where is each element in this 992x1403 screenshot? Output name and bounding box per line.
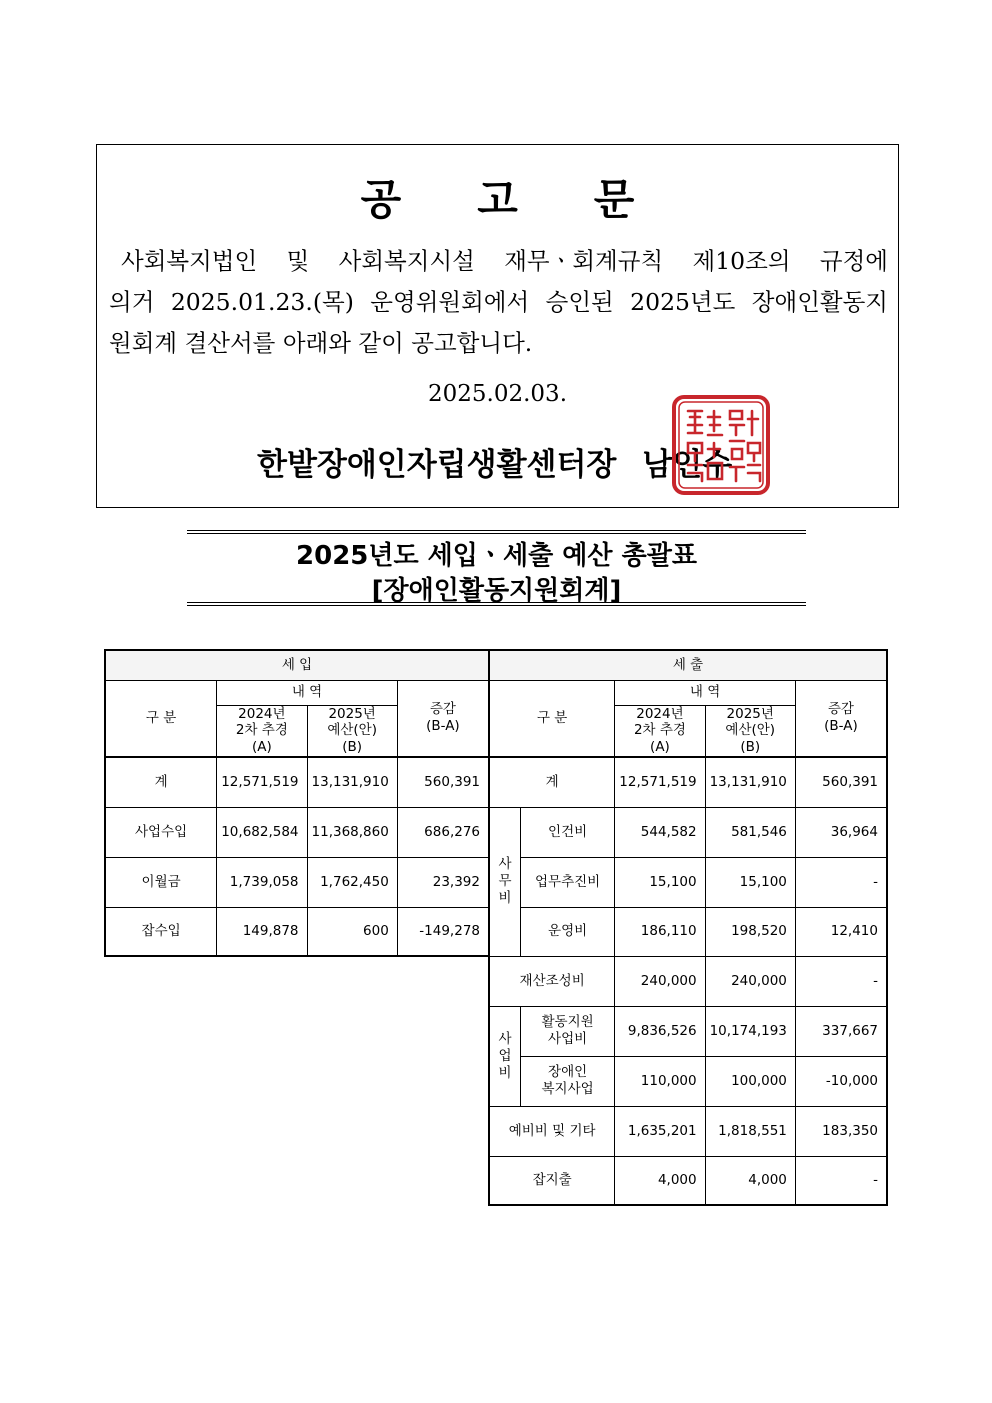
expense-misc-name: 잡지출	[489, 1156, 615, 1205]
expense-row-b: 581,546	[705, 807, 795, 857]
heading-rule	[187, 605, 806, 606]
expense-total-a: 12,571,519	[615, 757, 705, 807]
notice-body-line: 사회복지법인 및 사회복지시설 재무ㆍ회계규칙 제10조의 규정에	[121, 247, 888, 275]
revenue-row-b: 1,762,450	[307, 857, 397, 907]
revenue-row-diff: 560,391	[397, 757, 488, 807]
expense-row-a: 15,100	[615, 857, 705, 907]
revenue-col-detail: 내 역	[217, 680, 398, 705]
official-seal-icon	[670, 393, 772, 497]
expense-reserve-name: 예비비 및 기타	[489, 1106, 615, 1156]
expense-row-name	[520, 1006, 614, 1056]
table-row	[105, 907, 489, 956]
notice-name: 남인수	[642, 447, 733, 483]
notice-org: 한밭장애인자립생활센터장	[257, 447, 617, 483]
expense-group-office	[489, 807, 520, 956]
notice-body	[109, 241, 888, 364]
expense-misc-a: 4,000	[615, 1156, 705, 1205]
expense-total-b: 13,131,910	[705, 757, 795, 807]
heading-rule	[187, 602, 806, 603]
expense-col-b-line: (B)	[740, 739, 761, 756]
revenue-row-diff: 23,392	[397, 857, 488, 907]
expense-row-b: 10,174,193	[705, 1006, 795, 1056]
table-row	[489, 1156, 887, 1205]
expense-row-a: 9,836,526	[615, 1006, 705, 1056]
table-row	[489, 907, 887, 956]
expense-col-diff-line: (B-A)	[824, 718, 858, 735]
expense-asset-name: 재산조성비	[489, 956, 615, 1006]
expense-row-b: 15,100	[705, 857, 795, 907]
table-row	[489, 1106, 887, 1156]
expense-col-a-line: 2차 추경	[633, 722, 686, 739]
revenue-row-a: 149,878	[217, 907, 307, 956]
revenue-row-b: 11,368,860	[307, 807, 397, 857]
revenue-row-b: 13,131,910	[307, 757, 397, 807]
expense-row-diff: 12,410	[795, 907, 887, 956]
expense-header: 세 출	[489, 650, 887, 680]
revenue-col-a	[217, 705, 307, 757]
expense-col-category: 구 분	[489, 680, 615, 757]
expense-col-a	[615, 705, 705, 757]
expense-reserve-a: 1,635,201	[615, 1106, 705, 1156]
revenue-row-a: 10,682,584	[217, 807, 307, 857]
expense-row-diff: 36,964	[795, 807, 887, 857]
table-row	[489, 1056, 887, 1106]
expense-col-diff-line: 증감	[827, 701, 854, 718]
notice-title-char: 문	[593, 175, 635, 224]
table-row	[105, 807, 489, 857]
expense-row-name-line: 활동지원	[541, 1014, 594, 1031]
expense-misc-diff: -	[795, 1156, 887, 1205]
revenue-row-diff: 686,276	[397, 807, 488, 857]
revenue-col-diff-line: (B-A)	[426, 718, 460, 735]
revenue-col-diff	[397, 680, 488, 757]
revenue-row-a: 12,571,519	[217, 757, 307, 807]
expense-row-name-line: 복지사업	[541, 1081, 594, 1098]
revenue-row-name: 사업수입	[105, 807, 217, 857]
table-row	[489, 956, 887, 1006]
expense-row-diff: -	[795, 857, 887, 907]
expense-col-a-line: (A)	[650, 739, 670, 756]
revenue-row-name: 이월금	[105, 857, 217, 907]
expense-row-a: 110,000	[615, 1056, 705, 1106]
heading-rule	[187, 530, 806, 531]
revenue-col-b	[307, 705, 397, 757]
expense-asset-b: 240,000	[705, 956, 795, 1006]
expense-row-name: 운영비	[520, 907, 614, 956]
expense-row-name: 업무추진비	[520, 857, 614, 907]
revenue-row-name: 잡수입	[105, 907, 217, 956]
revenue-header: 세 입	[105, 650, 489, 680]
expense-col-b-line: 2025년	[726, 705, 774, 722]
revenue-row-name: 계	[105, 757, 217, 807]
revenue-col-b-line: 예산(안)	[327, 722, 377, 739]
expense-reserve-diff: 183,350	[795, 1106, 887, 1156]
expense-group-char: 무	[498, 873, 512, 890]
expense-row-name	[520, 1056, 614, 1106]
expense-row-name-line: 장애인	[548, 1064, 588, 1081]
expense-row-a: 186,110	[615, 907, 705, 956]
budget-subtitle: [장애인활동지원회계]	[371, 576, 622, 606]
table-row	[489, 807, 887, 857]
expense-row-b: 198,520	[705, 907, 795, 956]
revenue-col-b-line: (B)	[342, 739, 363, 756]
budget-title: 2025년도 세입ㆍ세출 예산 총괄표	[296, 541, 697, 571]
expense-row-name-line: 사업비	[548, 1031, 588, 1048]
table-row	[489, 857, 887, 907]
table-row	[105, 857, 489, 907]
expense-row-b: 100,000	[705, 1056, 795, 1106]
expense-group-char: 업	[498, 1047, 512, 1064]
table-row	[489, 757, 887, 807]
expense-col-a-line: 2024년	[636, 705, 684, 722]
revenue-row-b: 600	[307, 907, 397, 956]
notice-signature	[257, 439, 732, 484]
table-row	[105, 757, 489, 807]
expense-misc-b: 4,000	[705, 1156, 795, 1205]
expense-group-char: 사	[498, 1030, 512, 1047]
revenue-col-category: 구 분	[105, 680, 217, 757]
expense-row-name: 인건비	[520, 807, 614, 857]
expense-group-char: 비	[498, 890, 512, 907]
revenue-col-diff-line: 증감	[429, 701, 456, 718]
expense-col-diff	[795, 680, 887, 757]
expense-table	[488, 649, 888, 1206]
expense-row-diff: -10,000	[795, 1056, 887, 1106]
notice-body-line: 원회계 결산서를 아래와 같이 공고합니다.	[109, 329, 533, 357]
expense-col-b	[705, 705, 795, 757]
expense-col-b-line: 예산(안)	[725, 722, 776, 739]
notice-body-line: 의거 2025.01.23.(목) 운영위원회에서 승인된 2025년도 장애인활동지	[109, 288, 888, 316]
table-row	[489, 1006, 887, 1056]
expense-total-diff: 560,391	[795, 757, 887, 807]
expense-asset-a: 240,000	[615, 956, 705, 1006]
expense-group-project	[489, 1006, 520, 1106]
notice-title	[97, 167, 898, 227]
notice-box	[96, 144, 899, 508]
expense-row-diff: 337,667	[795, 1006, 887, 1056]
expense-col-detail: 내 역	[615, 680, 796, 705]
expense-asset-diff: -	[795, 956, 887, 1006]
expense-group-char: 사	[498, 856, 512, 873]
heading-rule	[187, 533, 806, 534]
revenue-col-a-line: 2차 추경	[235, 722, 288, 739]
notice-title-char: 공	[360, 175, 402, 224]
expense-row-a: 544,582	[615, 807, 705, 857]
revenue-row-diff: -149,278	[397, 907, 488, 956]
expense-reserve-b: 1,818,551	[705, 1106, 795, 1156]
expense-group-char: 비	[498, 1064, 512, 1081]
notice-title-char: 고	[477, 175, 518, 224]
expense-total-name: 계	[489, 757, 615, 807]
notice-date: 2025.02.03.	[428, 381, 567, 407]
revenue-col-a-line: (A)	[251, 739, 272, 756]
revenue-table	[104, 649, 489, 957]
revenue-col-a-line: 2024년	[238, 705, 286, 722]
revenue-col-b-line: 2025년	[328, 705, 376, 722]
revenue-row-a: 1,739,058	[217, 857, 307, 907]
budget-heading	[187, 530, 806, 608]
